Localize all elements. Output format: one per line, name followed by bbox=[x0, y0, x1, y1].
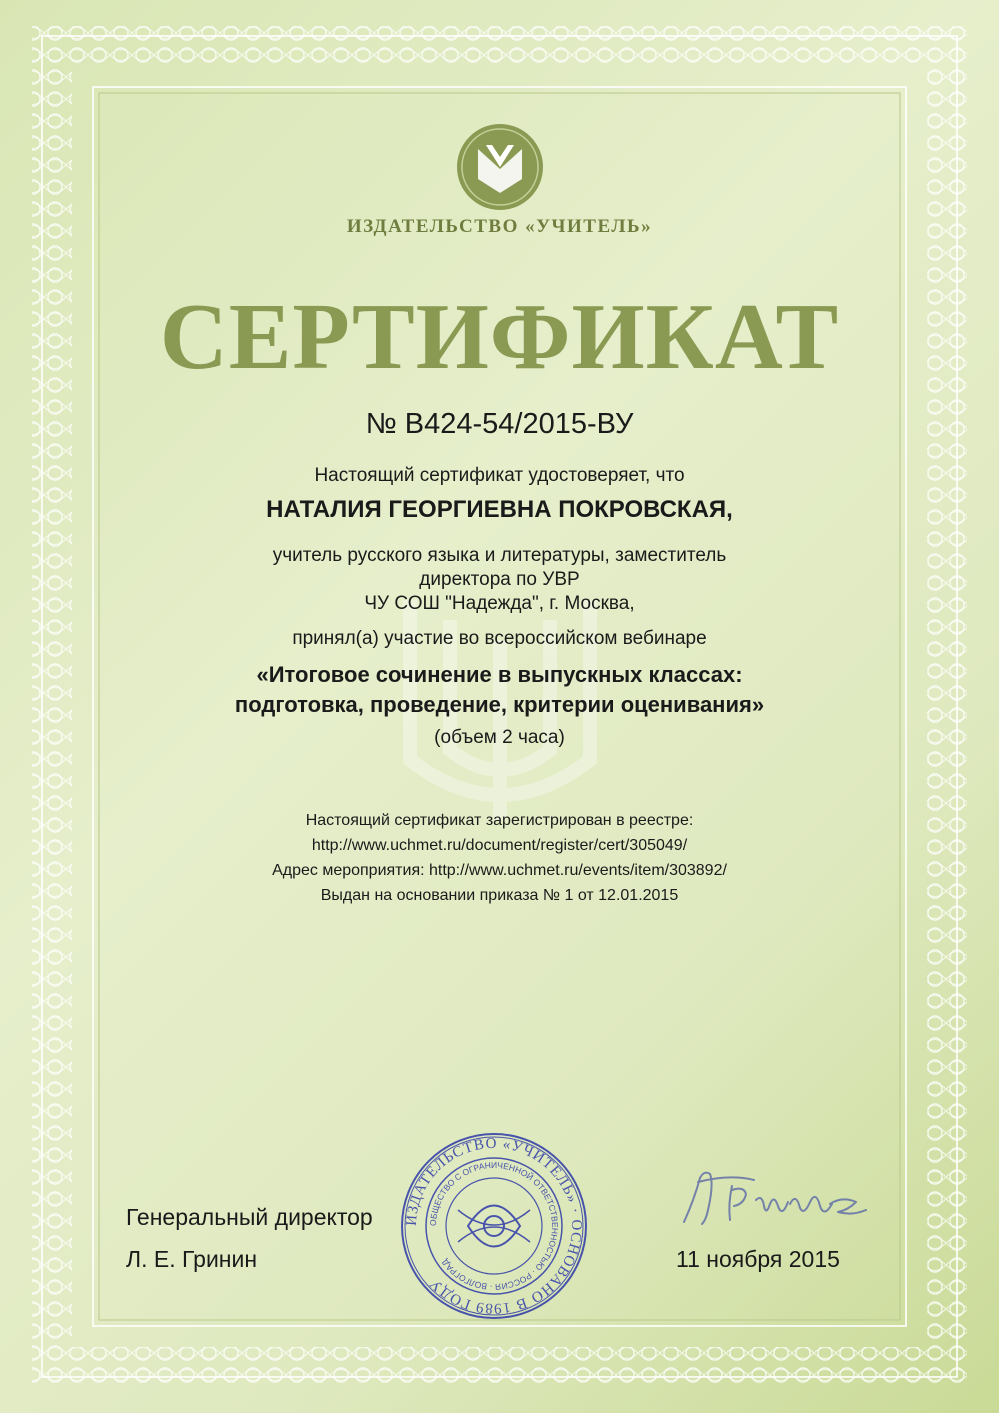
recipient-name: НАТАЛИЯ ГЕОРГИЕВНА ПОКРОВСКАЯ, bbox=[266, 496, 733, 523]
stamp-seal-icon bbox=[398, 1130, 590, 1322]
stamp-inner-text: ОБЩЕСТВО С ОГРАНИЧЕННОЙ ОТВЕТСТВЕННОСТЬЮ · РОССИЯ · ВОЛГОГРАД bbox=[427, 1159, 561, 1293]
position-line: ЧУ СОШ "Надежда", г. Москва, bbox=[364, 593, 635, 614]
certificate-number: № В424-54/2015-ВУ bbox=[365, 408, 634, 440]
recipient-position bbox=[0, 544, 999, 616]
director-title: Генеральный директор bbox=[126, 1204, 373, 1230]
issue-date: 11 ноября 2015 bbox=[676, 1246, 840, 1272]
stamp-outer-text: ИЗДАТЕЛЬСТВО «УЧИТЕЛЬ» · ОСНОВАНО В 1989 ГОДУ bbox=[403, 1135, 585, 1317]
publisher-name: ИЗДАТЕЛЬСТВО «УЧИТЕЛЬ» bbox=[346, 216, 653, 237]
registry-link[interactable]: http://www.uchmet.ru/document/register/cert/305049/ bbox=[311, 837, 688, 854]
publisher-logo-icon bbox=[456, 123, 544, 211]
position-line: учитель русского языка и литературы, заместитель bbox=[272, 545, 727, 566]
position-line: директора по УВР bbox=[419, 569, 580, 590]
event-line: подготовка, проведение, критерии оценивания» bbox=[234, 692, 765, 717]
participation-text: принял(а) участие во всероссийском вебинаре bbox=[292, 628, 707, 649]
event-volume: (объем 2 часа) bbox=[434, 727, 565, 748]
event-title bbox=[0, 660, 999, 720]
director-name: Л. Е. Гринин bbox=[126, 1246, 258, 1272]
registry-line: Выдан на основании приказа № 1 от 12.01.2015 bbox=[320, 887, 679, 904]
signature-icon bbox=[670, 1160, 880, 1240]
registry-info bbox=[0, 808, 999, 908]
registry-line: Настоящий сертификат зарегистрирован в реестре: bbox=[305, 812, 694, 829]
svg-text:ОБЩЕСТВО С ОГРАНИЧЕННОЙ ОТВЕТС bbox=[428, 1160, 560, 1292]
event-line: «Итоговое сочинение в выпускных классах: bbox=[256, 662, 743, 687]
event-address-link[interactable]: Адрес мероприятия: http://www.uchmet.ru/events/item/303892/ bbox=[272, 862, 727, 879]
certificate-title: СЕРТИФИКАТ bbox=[159, 285, 840, 389]
intro-text: Настоящий сертификат удостоверяет, что bbox=[314, 465, 685, 486]
